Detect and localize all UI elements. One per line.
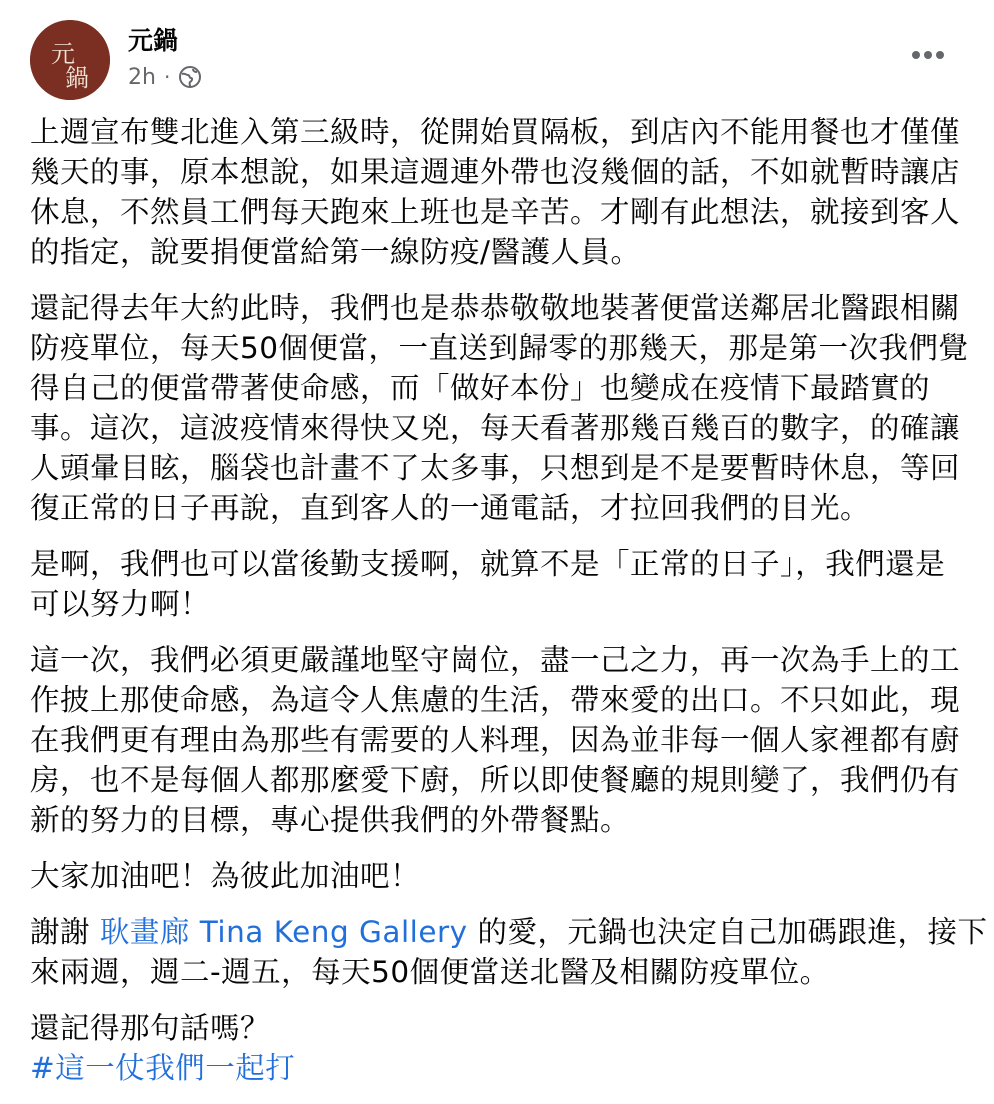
- gallery-mention-link[interactable]: 耿畫廊 Tina Keng Gallery: [99, 915, 468, 949]
- avatar-char-2: 鍋: [65, 64, 89, 92]
- text-line: 人頭暈目眩，腦袋也計畫不了太多事，只想到是不是要暫時休息，等回: [30, 451, 961, 485]
- thanks-prefix: 謝謝: [30, 915, 100, 949]
- text-line: 上週宣布雙北進入第三級時，從開始買隔板，到店內不能用餐也才僅僅: [30, 115, 961, 149]
- thanks-suffix: 的愛，元鍋也決定自己加碼跟進，接下: [467, 915, 988, 949]
- text-line: 幾天的事，原本想說，如果這週連外帶也沒幾個的話，不如就暫時讓店: [30, 155, 961, 189]
- post-header: [30, 20, 964, 100]
- post-time[interactable]: 2h: [128, 64, 156, 90]
- text-line: 防疫單位，每天50個便當，一直送到歸零的那幾天，那是第一次我們覺: [30, 331, 969, 365]
- text-line: 房，也不是每個人都那麼愛下廚，所以即使餐廳的規則變了，我們仍有: [30, 763, 961, 797]
- page-name[interactable]: 元鍋: [128, 26, 179, 55]
- text-line: 可以努力啊！: [30, 587, 211, 621]
- more-options-button[interactable]: [906, 40, 950, 70]
- text-line: 這一次，我們必須更嚴謹地堅守崗位，盡一己之力，再一次為手上的工: [30, 643, 961, 677]
- hashtag-link[interactable]: #這一仗我們一起打: [30, 1051, 296, 1085]
- text-line: 復正常的日子再說，直到客人的一通電話，才拉回我們的目光。: [30, 491, 871, 525]
- globe-icon[interactable]: [178, 65, 202, 89]
- paragraph-1: [30, 112, 970, 272]
- post-body: [30, 112, 988, 1104]
- text-line: 來兩週，週二-週五，每天50個便當送北醫及相關防疫單位。: [30, 955, 830, 989]
- text-line: 得自己的便當帶著使命感，而「做好本份」也變成在疫情下最踏實的: [30, 371, 931, 405]
- text-line: 還記得去年大約此時，我們也是恭恭敬敬地裝著便當送鄰居北醫跟相關: [30, 291, 961, 325]
- text-line: 休息，不然員工們每天跑來上班也是辛苦。才剛有此想法，就接到客人: [30, 195, 961, 229]
- text-line: 的指定，說要捐便當給第一線防疫/醫護人員。: [30, 235, 641, 269]
- text-line: 大家加油吧！為彼此加油吧！: [30, 859, 421, 893]
- closing-text: 還記得那句話嗎？: [30, 1011, 271, 1045]
- paragraph-3: [30, 544, 970, 624]
- paragraph-thanks: [30, 912, 988, 992]
- text-line: 是啊，我們也可以當後勤支援啊，就算不是「正常的日子」，我們還是: [30, 547, 946, 581]
- meta-separator: ·: [163, 65, 171, 89]
- avatar-char-1: 元: [51, 40, 75, 68]
- page-avatar[interactable]: [30, 20, 110, 100]
- avatar-logo: [30, 20, 110, 100]
- paragraph-2: [30, 288, 970, 528]
- text-line: 新的努力的目標，專心提供我們的外帶餐點。: [30, 803, 631, 837]
- paragraph-4: [30, 640, 970, 840]
- paragraph-closing: [30, 1008, 970, 1088]
- text-line: 在我們更有理由為那些有需要的人料理，因為並非每一個人家裡都有廚: [30, 723, 961, 757]
- text-line: 事。這次，這波疫情來得快又兇，每天看著那幾百幾百的數字，的確讓: [30, 411, 961, 445]
- paragraph-5: [30, 856, 970, 896]
- post-meta: [128, 62, 202, 92]
- more-options-icon: [911, 50, 945, 60]
- text-line: 作披上那使命感，為這令人焦慮的生活，帶來愛的出口。不只如此，現: [30, 683, 961, 717]
- text-line: [30, 912, 988, 952]
